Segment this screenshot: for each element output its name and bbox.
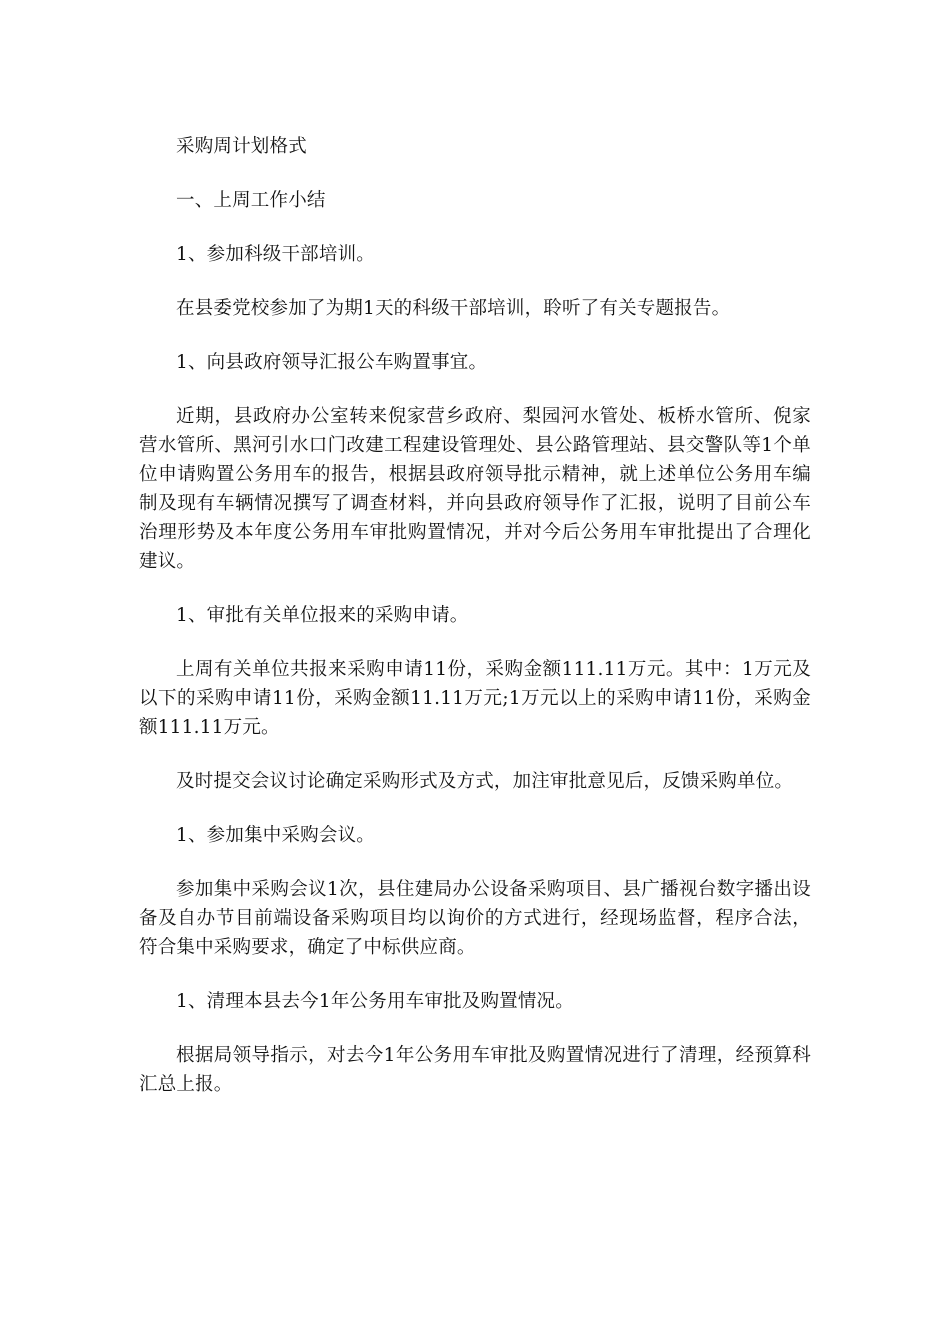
- item-heading: 1、向县政府领导汇报公车购置事宜。: [176, 352, 488, 373]
- item-heading: 1、参加集中采购会议。: [176, 825, 375, 846]
- section-heading: 一、上周工作小结: [176, 190, 326, 211]
- body-paragraph: 及时提交会议讨论确定采购形式及方式，加注审批意见后，反馈采购单位。: [176, 771, 794, 792]
- item-heading: 1、清理本县去今1年公务用车审批及购置情况。: [176, 991, 574, 1012]
- item-heading: 1、参加科级干部培训。: [176, 244, 375, 265]
- document-title: 采购周计划格式: [176, 136, 307, 157]
- body-paragraph: 参加集中采购会议1次，县住建局办公设备采购项目、县广播视台数字播出设备及自办节目前端设备采购项目均以询价的方式进行，经现场监督，程序合法，符合集中采购要求，确定了中标供应商。: [139, 879, 811, 958]
- body-paragraph: 在县委党校参加了为期1天的科级干部培训，聆听了有关专题报告。: [176, 298, 731, 319]
- body-paragraph: 上周有关单位共报来采购申请11份，采购金额111.11万元。其中：1万元及以下的采购申请11份，采购金额11.11万元;1万元以上的采购申请11份，采购金额111.11万元。: [139, 659, 811, 738]
- body-paragraph: 根据局领导指示，对去今1年公务用车审批及购置情况进行了清理，经预算科汇总上报。: [139, 1045, 811, 1095]
- document-body: [139, 132, 811, 1124]
- item-heading: 1、审批有关单位报来的采购申请。: [176, 605, 469, 626]
- body-paragraph: 近期，县政府办公室转来倪家营乡政府、梨园河水管处、板桥水管所、倪家营水管所、黑河引水口门改建工程建设管理处、县公路管理站、县交警队等1个单位申请购置公务用车的报告，根据县政府领导批示精神，就上述单位公务用车编制及现有车辆情况撰写了调查材料，并向县政府领导作了汇报，说明了目前公车治理形势及本年度公务用车审批购置情况，并对今后公务用车审批提出了合理化建议。: [139, 406, 811, 572]
